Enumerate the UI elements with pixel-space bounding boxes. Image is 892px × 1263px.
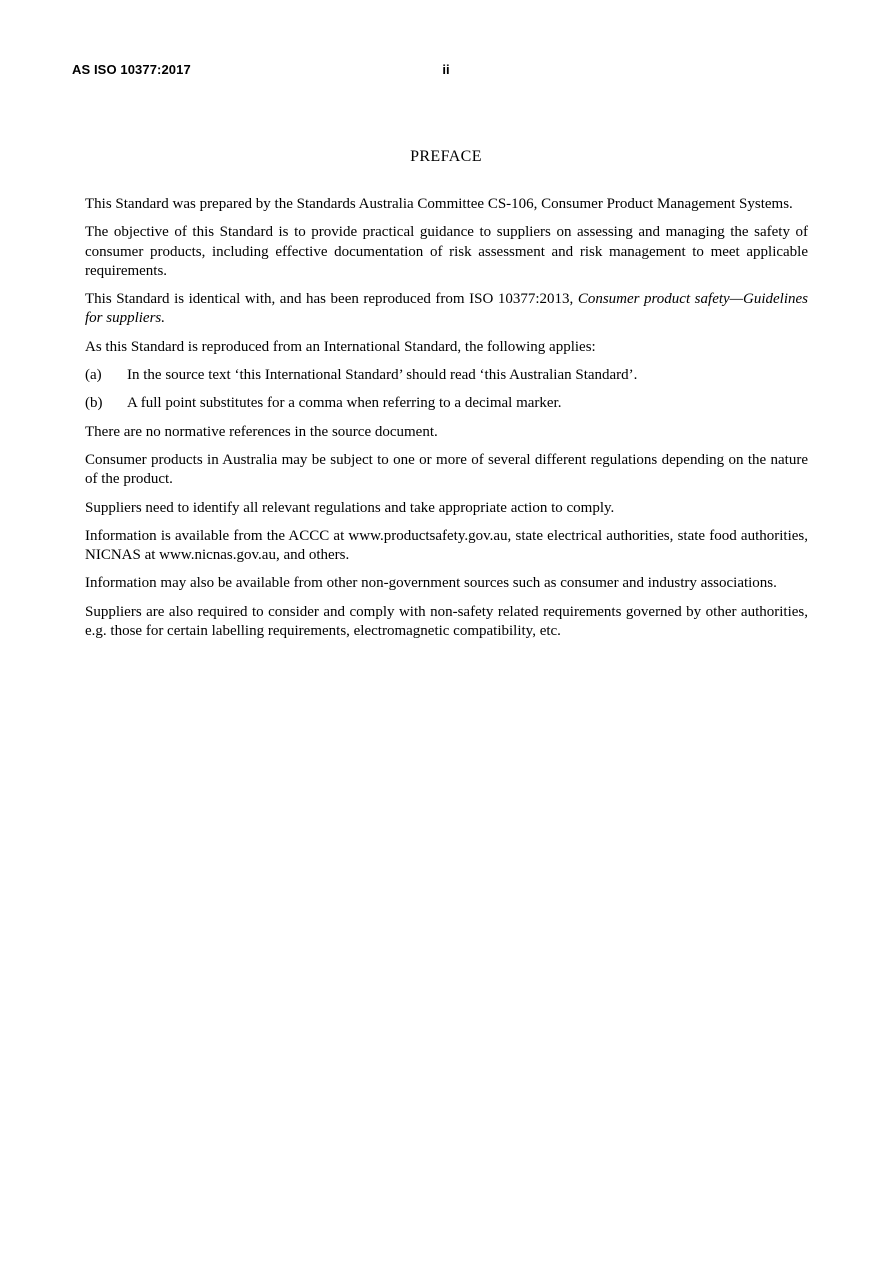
preface-body: [85, 195, 808, 641]
page-number: ii: [442, 62, 450, 77]
list-item-text: A full point substitutes for a comma when referring to a decimal marker.: [127, 395, 562, 412]
paragraph-comply: Suppliers need to identify all relevant regulations and take appropriate action to comply.: [85, 499, 615, 516]
list-item-label: (b): [85, 395, 103, 412]
page-title: PREFACE: [410, 148, 482, 165]
paragraph-non-safety: Suppliers are also required to consider and comply with non-safety related requirements governed by other authorities, e.g. those for certain labelling requirements, electromagnetic compatibility, etc.: [85, 603, 808, 640]
list-item-label: (a): [85, 367, 102, 384]
list-item-text: In the source text ‘this International Standard’ should read ‘this Australian Standard’.: [127, 367, 638, 384]
paragraph-applies: As this Standard is reproduced from an International Standard, the following applies:: [85, 338, 596, 355]
paragraph-regulations: Consumer products in Australia may be subject to one or more of several different regulations depending on the nature of the product.: [85, 451, 808, 488]
list-item: [85, 394, 808, 413]
paragraph-objective: The objective of this Standard is to provide practical guidance to suppliers on assessing and managing the safety of consumer products, including effective documentation of risk assessment and risk management to meet applicable requirements.: [85, 224, 808, 279]
paragraph-normative-references: There are no normative references in the source document.: [85, 423, 438, 440]
paragraph-identical: [85, 290, 808, 329]
paragraph-information-sources: Information is available from the ACCC at www.productsafety.gov.au, state electrical authorities, state food authorities, NICNAS at www.nicnas.gov.au, and others.: [85, 527, 808, 564]
document-id-header: AS ISO 10377:2017: [72, 62, 191, 77]
paragraph-non-government: Information may also be available from other non-government sources such as consumer and industry associations.: [85, 575, 777, 592]
paragraph-identical-lead: This Standard is identical with, and has been reproduced from ISO 10377:2013,: [85, 291, 578, 308]
list-item: [85, 366, 808, 385]
source-standard-title: Consumer product safety—Guidelines for suppliers.: [85, 291, 808, 327]
paragraph-committee: This Standard was prepared by the Standards Australia Committee CS-106, Consumer Product Management Systems.: [85, 196, 793, 212]
